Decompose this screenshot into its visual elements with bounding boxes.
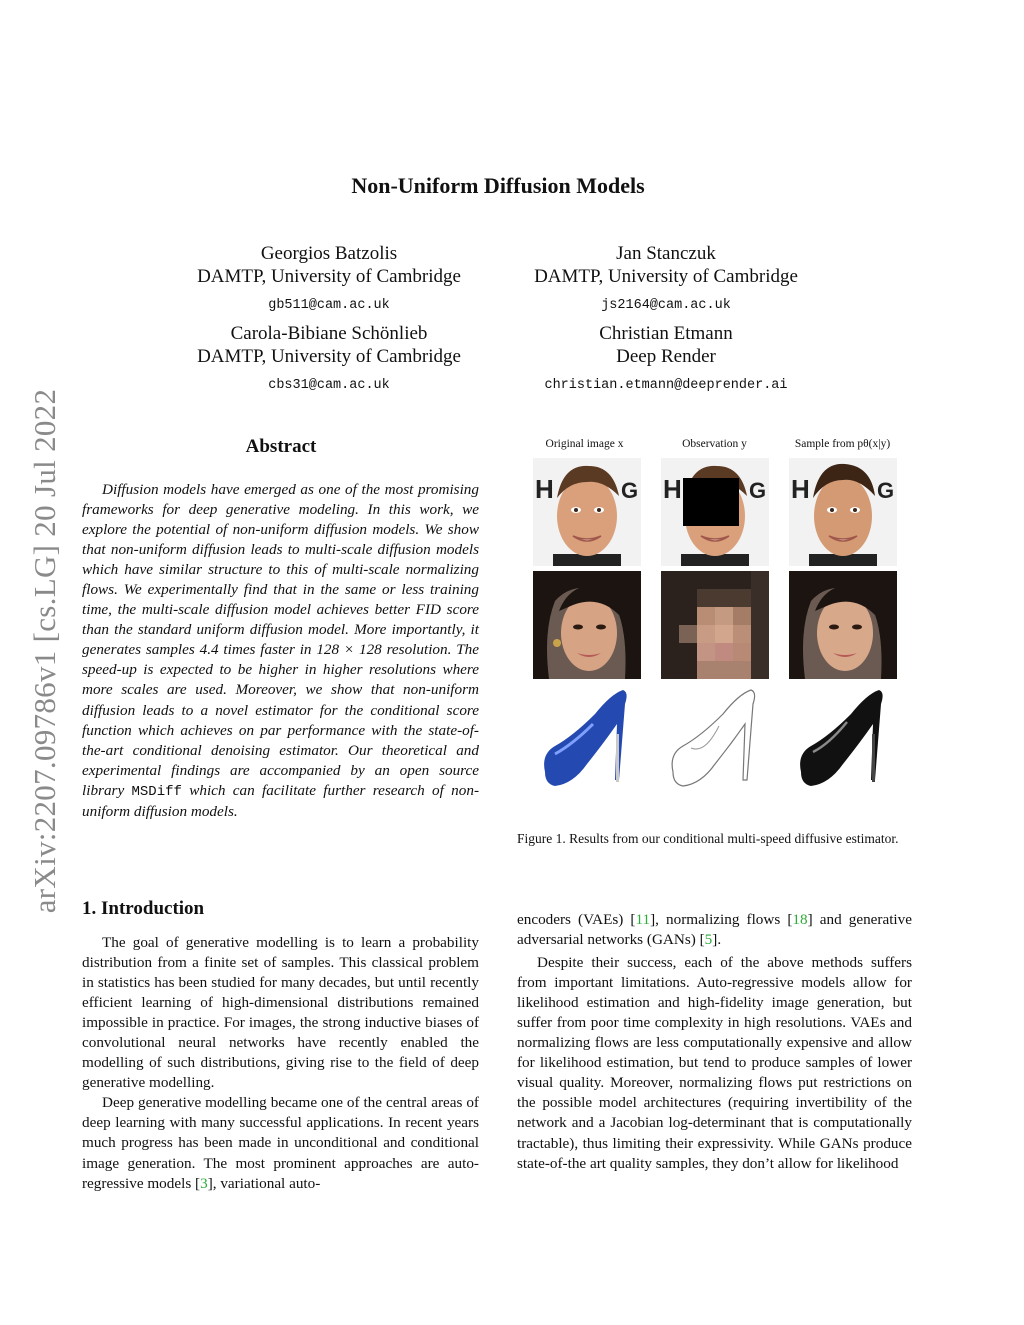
author-name: Carola-Bibiane Schönlieb <box>230 323 428 344</box>
intro-paragraph-2-continued <box>517 910 912 950</box>
svg-text:H: H <box>535 474 554 504</box>
svg-text:H: H <box>663 474 682 504</box>
intro-paragraph-2-tail: ], variational auto- <box>207 1174 321 1192</box>
figure-column-label: Sample from pθ(x|y) <box>794 438 891 450</box>
author-email: cbs31@cam.ac.uk <box>268 378 390 393</box>
observation-face-2-low-resolution-image <box>661 571 769 679</box>
svg-text:G: G <box>621 478 639 503</box>
abstract-text <box>82 480 479 822</box>
author-name: Jan Stanczuk <box>616 243 716 264</box>
paper-title: Non-Uniform Diffusion Models <box>351 173 645 198</box>
abstract-tail: which can facilitate further research of non-uniform diffusion models. <box>82 781 480 820</box>
figure-column-label: Observation y <box>682 438 747 450</box>
arxiv-stamp-text: arXiv:2207.09786v1 [cs.LG] 20 Jul 2022 <box>27 388 62 914</box>
author-email: js2164@cam.ac.uk <box>601 298 731 313</box>
intro-paragraph-2-text: Deep generative modelling became one of the central areas of deep learning with many successful applications. In recent years much progress has been made in unconditional and conditional image generation. The most prominent approaches are auto-regressive models [ <box>82 1094 479 1192</box>
section-heading-introduction: 1. Introduction <box>82 898 205 919</box>
abstract-body: Diffusion models have emerged as one of the most promising frameworks for deep generative modeling. In this work, we explore the potential of non-uniform diffusion models. We show that non-uniform diffusion leads to multi-scale diffusion models which have similar structure to this of multi-scale normalizing flows. We experimentally find that in the same or less training time, the multi-scale diffusion model achieves better FID score than the standard uniform diffusion model. More importantly, it generates samples 4.4 times faster in 128 × 128 resolution. The speed-up is expected to be higher in higher resolutions where more scales are used. Moreover, we show that non-uniform diffusion leads to a novel estimator for the conditional score function which achieves on par performance with the state-of-the-art conditional denoising estimator. Our theoretical and experimental findings are accompanied by an open source library <box>82 481 479 799</box>
author-name: Christian Etmann <box>599 323 733 344</box>
svg-text:H: H <box>791 474 810 504</box>
citation-link[interactable]: 11 <box>635 911 651 928</box>
arxiv-stamp <box>25 363 65 939</box>
author-block <box>506 322 826 397</box>
author-affiliation: DAMTP, University of Cambridge <box>197 266 461 287</box>
library-name: MSDiff <box>131 783 182 800</box>
text-fragment: ] and generative adversarial networks (GANs) [ <box>517 911 912 949</box>
svg-text:G: G <box>749 478 767 503</box>
author-block <box>170 242 488 317</box>
intro-paragraph-2 <box>82 1093 479 1193</box>
sample-face-2-image <box>789 571 897 679</box>
text-fragment: ], normalizing flows [ <box>650 911 793 928</box>
citation-link[interactable]: 18 <box>792 911 808 928</box>
svg-text:G: G <box>877 478 895 503</box>
right-column-text <box>517 910 912 1174</box>
author-block <box>506 242 826 317</box>
author-affiliation: Deep Render <box>616 346 716 367</box>
original-face-2-image <box>533 571 641 679</box>
intro-paragraph-1: The goal of generative modelling is to learn a probability distribution from a finite set of samples. This classical problem in statistics has been studied for many decades, but until recently efficient learning of high-dimensional distributions remained impossible in practice. For images, the strong inductive biases of convolutional neural networks have recently enabled the modelling of such distributions, giving rise to the field of deep generative modelling. <box>82 934 479 1092</box>
text-fragment: ]. <box>712 931 722 949</box>
author-affiliation: DAMTP, University of Cambridge <box>197 346 461 367</box>
author-email: christian.etmann@deeprender.ai <box>544 378 788 393</box>
sample-shoe-image <box>789 684 897 792</box>
text-fragment: encoders (VAEs) [ <box>517 911 636 928</box>
original-shoe-image <box>533 684 641 792</box>
figure-column-label: Original image x <box>545 438 624 450</box>
observation-shoe-edge-sketch <box>661 684 769 792</box>
citation-link[interactable]: 3 <box>200 1174 208 1192</box>
author-block <box>170 322 488 397</box>
figure-1 <box>530 438 910 810</box>
author-name: Georgios Batzolis <box>260 243 398 264</box>
figure-1-caption: Figure 1. Results from our conditional multi-speed diffusive estimator. <box>517 831 899 846</box>
intro-paragraph-3: Despite their success, each of the above methods suffers from important limitations. Auto-regressive models allow for likelihood estimation and high-fidelity image generation, but suffer from poor time complexity in high resolutions. VAEs and normalizing flows are less computationally expensive and allow for likelihood estimation, but tend to produce samples of lower visual quality. Moreover, normalizing flows put restrictions on the possible model architectures (requiring invertibility of the network and a Jacobian log-determinant that is computationally tractable), thus limiting their expressivity. While GANs produce state-of-the art quality samples, they don’t allow for likelihood <box>517 954 912 1172</box>
observation-face-1-masked-image <box>661 458 769 566</box>
author-email: gb511@cam.ac.uk <box>268 298 390 313</box>
sample-face-1-image <box>789 458 897 566</box>
author-affiliation: DAMTP, University of Cambridge <box>534 266 798 287</box>
abstract-heading: Abstract <box>245 436 317 457</box>
original-face-1-image <box>533 458 641 566</box>
citation-link[interactable]: 5 <box>704 931 713 949</box>
left-column-text <box>82 933 479 1194</box>
